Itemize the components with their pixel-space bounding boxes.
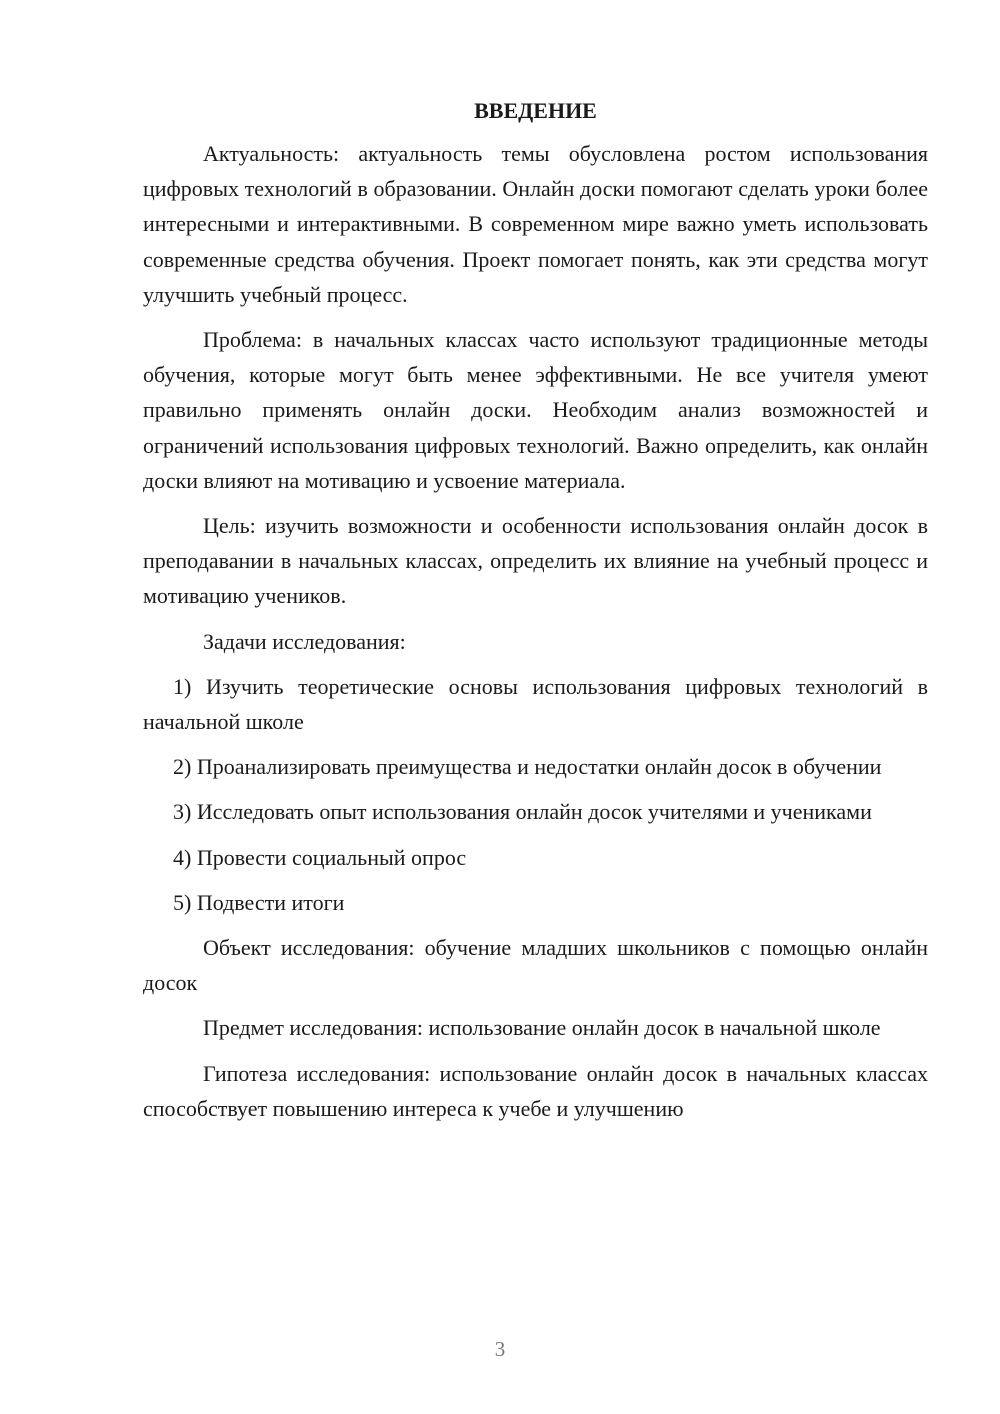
paragraph-hypothesis: Гипотеза исследования: использование онлайн досок в начальных классах способствует повышению интереса к учебе и улучшению — [143, 1060, 928, 1121]
list-item-task-2: 2) Проанализировать преимущества и недостатки онлайн досок в обучении — [173, 754, 882, 780]
paragraph-object: Объект исследования: обучение младших школьников с помощью онлайн досок — [143, 935, 928, 996]
paragraph-tasks-heading: Задачи исследования: — [203, 628, 406, 654]
page-title: ВВЕДЕНИЕ — [474, 98, 597, 123]
paragraph-subject: Предмет исследования: использование онлайн досок в начальной школе — [203, 1015, 881, 1041]
page-number: 3 — [494, 1337, 506, 1361]
document-page — [143, 98, 928, 1136]
list-item-task-5: 5) Подвести итоги — [173, 889, 345, 915]
paragraph-relevance: Актуальность: актуальность темы обусловлена ростом использования цифровых технологий в образовании. Онлайн доски помогают сделать уроки более интересными и интерактивными. В современном мире важно уметь использовать современные средства обучения. Проект помогает понять, как эти средства могут улучшить учебный процесс. — [143, 141, 928, 307]
list-item-task-1: 1) Изучить теоретические основы использования цифровых технологий в начальной школе — [143, 673, 928, 735]
paragraph-problem: Проблема: в начальных классах часто используют традиционные методы обучения, которые могут быть менее эффективными. Не все учителя умеют правильно применять онлайн доски. Необходим анализ возможностей и ограничений использования цифровых технологий. Важно определить, как онлайн доски влияют на мотивацию и усвоение материала. — [143, 327, 928, 493]
list-item-task-3: 3) Исследовать опыт использования онлайн досок учителями и учениками — [173, 799, 872, 825]
list-item-task-4: 4) Провести социальный опрос — [173, 844, 467, 870]
paragraph-goal: Цель: изучить возможности и особенности использования онлайн досок в преподавании в начальных классах, определить их влияние на учебный процесс и мотивацию учеников. — [143, 513, 928, 609]
